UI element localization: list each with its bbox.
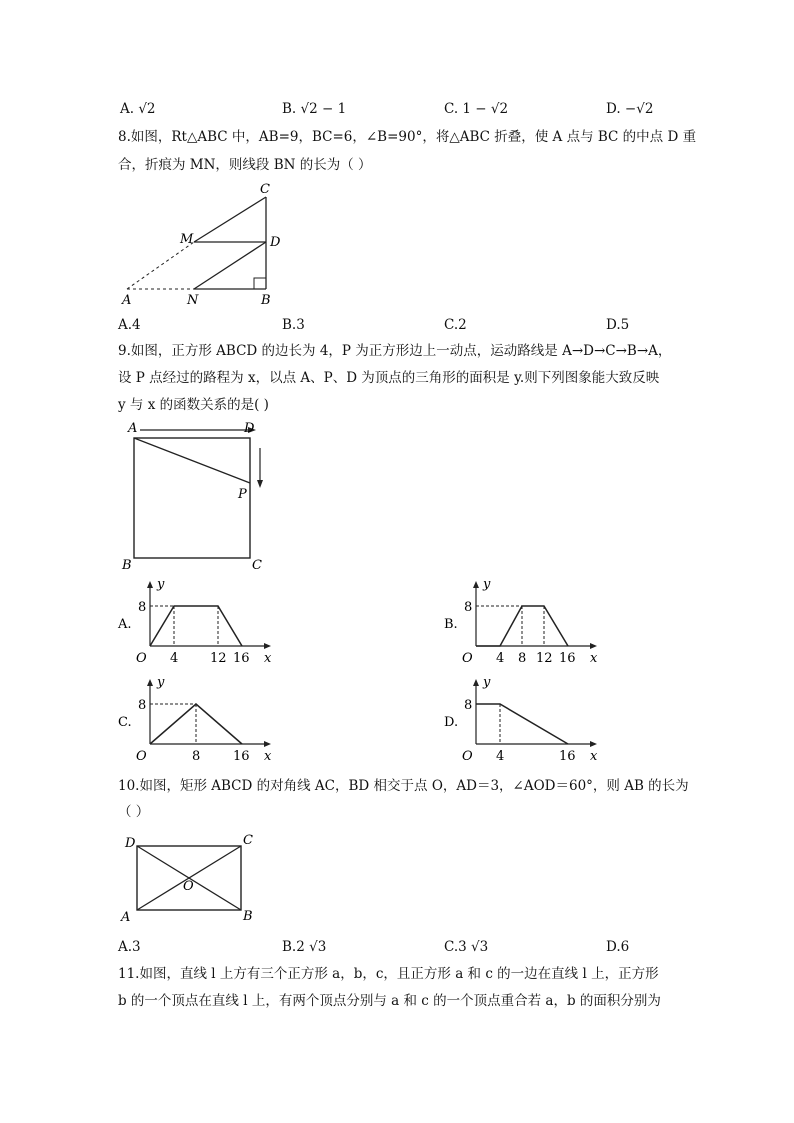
q9-graph-d-curve: [476, 704, 568, 744]
q9-graph-a-y-label: y: [157, 577, 165, 592]
q9-graph-b-y-label: y: [483, 577, 491, 592]
q9-graph-d-y-arrow: [473, 679, 479, 686]
q9-graph-d-x-label: x: [590, 749, 598, 764]
q7-option-d: D. −√2: [606, 101, 654, 117]
q9-graph-b: [442, 578, 612, 670]
q7-option-b: B. √2 − 1: [282, 101, 347, 117]
q10-label-b: B: [243, 909, 253, 924]
q9-label-a: A: [128, 421, 138, 436]
q8-text-line2: 合，折痕为 MN，则线段 BN 的长为（ ）: [118, 157, 372, 173]
q9-graph-c-tick-16: 16: [233, 749, 250, 764]
q9-graph-d-y-label: y: [483, 675, 491, 690]
q8-option-c: C.2: [444, 317, 467, 333]
q7-option-a: A. √2: [120, 101, 156, 117]
q9-graph-d-origin: O: [462, 749, 473, 764]
q8-option-d: D.5: [606, 317, 630, 333]
q9-label-p: P: [238, 487, 247, 502]
q9-graph-b-origin: O: [462, 651, 473, 666]
q10-option-d: D.6: [606, 939, 630, 955]
q10-option-b: B.2 √3: [282, 939, 327, 955]
q9-text-line3: y 与 x 的函数关系的是( ): [118, 397, 269, 413]
q10-option-c: C.3 √3: [444, 939, 489, 955]
q9-graph-d-tick-4: 4: [496, 749, 505, 764]
q9-graph-b-tick-16: 16: [559, 651, 576, 666]
q7-option-c: C. 1 − √2: [444, 101, 509, 117]
q9-graph-d: [442, 676, 612, 768]
q8-option-b: B.3: [282, 317, 305, 333]
q8-label-c: C: [260, 182, 270, 197]
q8-label-b: B: [261, 293, 271, 308]
q9-square: [134, 438, 250, 558]
q9-segment-ap: [134, 438, 250, 483]
q9-text-line1: 9.如图，正方形 ABCD 的边长为 4，P 为正方形边上一动点，运动路线是 A→D→C→B→A，: [118, 343, 672, 359]
q8-right-angle-mark: [254, 278, 266, 289]
q8-text-line1: 8.如图，Rt△ABC 中，AB=9，BC=6，∠B=90°，将△ABC 折叠，使 A 点与 BC 的中点 D 重: [118, 129, 697, 145]
q9-graph-d-x-arrow: [590, 741, 597, 747]
q9-graph-c-x-arrow: [264, 741, 271, 747]
q9-graph-b-y-arrow: [473, 581, 479, 588]
q9-graph-c-y-tick: 8: [138, 698, 147, 713]
q9-graph-a-tick-4: 4: [170, 651, 179, 666]
q8-line-mc: [194, 197, 266, 242]
q9-graph-b-x-label: x: [590, 651, 598, 666]
q9-graph-a-curve: [150, 606, 242, 646]
q9-graph-a-origin: O: [136, 651, 147, 666]
q9-graph-b-x-arrow: [590, 643, 597, 649]
q9-arrow-down-head: [257, 480, 263, 488]
q9-graph-a-x-arrow: [264, 643, 271, 649]
q9-graph-d-letter: D.: [444, 715, 459, 730]
q9-graph-c-y-arrow: [147, 679, 153, 686]
q9-graph-c-x-label: x: [264, 749, 272, 764]
q9-graph-c: [116, 676, 286, 768]
q9-graph-a-letter: A.: [118, 617, 132, 632]
q10-label-o: O: [183, 879, 194, 894]
q9-graph-b-tick-4: 4: [496, 651, 505, 666]
q9-graph-a-x-label: x: [264, 651, 272, 666]
q9-graph-c-letter: C.: [118, 715, 132, 730]
q9-label-d: D: [244, 421, 255, 436]
q9-graph-b-tick-8: 8: [518, 651, 527, 666]
q9-label-c: C: [252, 558, 262, 573]
q11-text-line1: 11.如图，直线 l 上方有三个正方形 a，b，c，且正方形 a 和 c 的一边在直线 l 上，正方形: [118, 966, 659, 982]
q8-figure: [110, 180, 290, 308]
q9-graph-d-y-tick: 8: [464, 698, 473, 713]
q10-label-d: D: [125, 836, 136, 851]
q9-graph-c-y-label: y: [157, 675, 165, 690]
q10-text-line1: 10.如图，矩形 ABCD 的对角线 AC，BD 相交于点 O，AD＝3，∠AOD＝60°，则 AB 的长为: [118, 778, 689, 794]
q8-option-a: A.4: [118, 317, 141, 333]
q9-graph-a-y-tick: 8: [138, 600, 147, 615]
q8-label-n: N: [187, 293, 199, 308]
q8-label-m: M: [180, 232, 194, 247]
q10-rectangle-figure: [116, 828, 266, 928]
q8-line-nd: [194, 242, 266, 289]
q9-square-figure: [118, 418, 278, 578]
q9-graph-c-tick-8: 8: [192, 749, 201, 764]
q10-label-c: C: [243, 833, 253, 848]
q8-label-a: A: [122, 293, 132, 308]
q10-text-line2: （ ）: [118, 804, 150, 820]
q9-text-line2: 设 P 点经过的路程为 x，以点 A、P、D 为顶点的三角形的面积是 y.则下列图象能大致反映: [118, 370, 660, 386]
q8-label-d: D: [270, 235, 281, 250]
q9-graph-a-y-arrow: [147, 581, 153, 588]
q9-label-b: B: [122, 558, 132, 573]
q10-label-a: A: [121, 910, 131, 925]
q9-graph-b-letter: B.: [444, 617, 458, 632]
q9-graph-a-tick-16: 16: [233, 651, 250, 666]
q9-graph-c-origin: O: [136, 749, 147, 764]
q9-graph-a-tick-12: 12: [210, 651, 227, 666]
q10-option-a: A.3: [118, 939, 141, 955]
q8-line-am-dashed: [127, 242, 194, 289]
q11-text-line2: b 的一个顶点在直线 l 上，有两个顶点分别与 a 和 c 的一个顶点重合若 a，b 的面积分别为: [118, 993, 661, 1009]
q9-graph-a: [116, 578, 286, 670]
q9-graph-b-tick-12: 12: [536, 651, 553, 666]
q9-graph-d-tick-16: 16: [559, 749, 576, 764]
q9-graph-b-y-tick: 8: [464, 600, 473, 615]
